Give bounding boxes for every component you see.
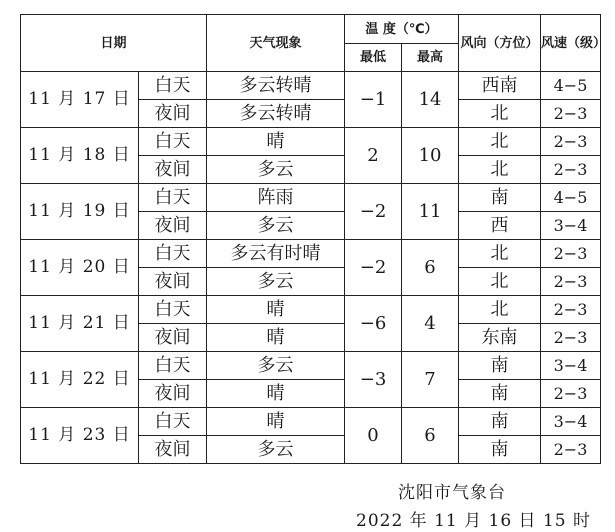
- date-cell: 11 月 23 日: [21, 408, 139, 464]
- forecast-row-day: [21, 184, 601, 212]
- period-cell: 白天: [139, 128, 207, 156]
- forecast-row-day: [21, 240, 601, 268]
- period-cell: 白天: [139, 72, 207, 100]
- forecast-row-day: [21, 408, 601, 436]
- temp-max-cell: 7: [402, 352, 459, 408]
- weather-cell: 多云: [207, 352, 345, 380]
- period-cell: 夜间: [139, 100, 207, 128]
- weather-cell: 多云: [207, 436, 345, 464]
- wind-direction-cell: 北: [459, 268, 541, 296]
- period-cell: 夜间: [139, 324, 207, 352]
- date-cell: 11 月 22 日: [21, 352, 139, 408]
- weather-cell: 晴: [207, 128, 345, 156]
- date-cell: 11 月 18 日: [21, 128, 139, 184]
- temp-max-cell: 14: [402, 72, 459, 128]
- issue-time: 2022 年 11 月 16 日 15 时: [356, 511, 591, 531]
- wind-speed-cell: 2−3: [541, 380, 601, 408]
- period-cell: 白天: [139, 352, 207, 380]
- forecast-row-day: [21, 128, 601, 156]
- period-cell: 夜间: [139, 268, 207, 296]
- period-cell: 夜间: [139, 156, 207, 184]
- weather-cell: 多云: [207, 268, 345, 296]
- temp-min-cell: −3: [345, 352, 402, 408]
- wind-direction-cell: 西: [459, 212, 541, 240]
- temp-min-cell: 0: [345, 408, 402, 464]
- wind-speed-cell: 2−3: [541, 128, 601, 156]
- weather-cell: 晴: [207, 408, 345, 436]
- weather-cell: 晴: [207, 380, 345, 408]
- header-temp-max: 最高: [402, 44, 459, 72]
- temp-max-cell: 11: [402, 184, 459, 240]
- wind-direction-cell: 北: [459, 240, 541, 268]
- weather-cell: 多云: [207, 212, 345, 240]
- wind-speed-cell: 3−4: [541, 212, 601, 240]
- temp-min-cell: −2: [345, 184, 402, 240]
- period-cell: 夜间: [139, 380, 207, 408]
- date-cell: 11 月 19 日: [21, 184, 139, 240]
- period-cell: 夜间: [139, 436, 207, 464]
- period-cell: 白天: [139, 240, 207, 268]
- temp-max-cell: 10: [402, 128, 459, 184]
- temp-min-cell: −6: [345, 296, 402, 352]
- wind-direction-cell: 南: [459, 352, 541, 380]
- wind-speed-cell: 2−3: [541, 100, 601, 128]
- header-temperature: 温 度（℃）: [345, 15, 459, 44]
- header-wind-direction: 风向（方位）: [459, 15, 541, 72]
- header-wind-speed: 风速（级）: [541, 15, 601, 72]
- wind-direction-cell: 南: [459, 184, 541, 212]
- wind-speed-cell: 2−3: [541, 240, 601, 268]
- weather-cell: 晴: [207, 324, 345, 352]
- wind-direction-cell: 北: [459, 296, 541, 324]
- weather-cell: 多云: [207, 156, 345, 184]
- forecast-row-day: [21, 72, 601, 100]
- wind-speed-cell: 2−3: [541, 156, 601, 184]
- period-cell: 白天: [139, 408, 207, 436]
- temp-min-cell: −2: [345, 240, 402, 296]
- wind-speed-cell: 2−3: [541, 268, 601, 296]
- weather-cell: 多云转晴: [207, 100, 345, 128]
- date-cell: 11 月 21 日: [21, 296, 139, 352]
- forecast-row-day: [21, 296, 601, 324]
- wind-direction-cell: 北: [459, 156, 541, 184]
- wind-direction-cell: 南: [459, 408, 541, 436]
- forecast-table: [20, 14, 607, 464]
- wind-direction-cell: 西南: [459, 72, 541, 100]
- wind-speed-cell: 2−3: [541, 324, 601, 352]
- period-cell: 夜间: [139, 212, 207, 240]
- wind-direction-cell: 南: [459, 436, 541, 464]
- wind-speed-cell: 2−3: [541, 296, 601, 324]
- temp-max-cell: 6: [402, 240, 459, 296]
- weather-cell: 多云有时晴: [207, 240, 345, 268]
- temp-min-cell: −1: [345, 72, 402, 128]
- wind-direction-cell: 南: [459, 380, 541, 408]
- weather-cell: 晴: [207, 296, 345, 324]
- temp-min-cell: 2: [345, 128, 402, 184]
- header-temp-min: 最低: [345, 44, 402, 72]
- header-date: 日期: [21, 15, 207, 72]
- period-cell: 白天: [139, 296, 207, 324]
- wind-direction-cell: 北: [459, 128, 541, 156]
- forecast-row-day: [21, 352, 601, 380]
- wind-direction-cell: 北: [459, 100, 541, 128]
- period-cell: 白天: [139, 184, 207, 212]
- wind-speed-cell: 4−5: [541, 184, 601, 212]
- wind-speed-cell: 3−4: [541, 352, 601, 380]
- temp-max-cell: 6: [402, 408, 459, 464]
- weather-cell: 多云转晴: [207, 72, 345, 100]
- temp-max-cell: 4: [402, 296, 459, 352]
- header-weather: 天气现象: [207, 15, 345, 72]
- wind-speed-cell: 4−5: [541, 72, 601, 100]
- weather-cell: 阵雨: [207, 184, 345, 212]
- wind-speed-cell: 2−3: [541, 436, 601, 464]
- wind-direction-cell: 东南: [459, 324, 541, 352]
- issuing-office: 沈阳市气象台: [398, 483, 506, 503]
- wind-speed-cell: 3−4: [541, 408, 601, 436]
- date-cell: 11 月 20 日: [21, 240, 139, 296]
- date-cell: 11 月 17 日: [21, 72, 139, 128]
